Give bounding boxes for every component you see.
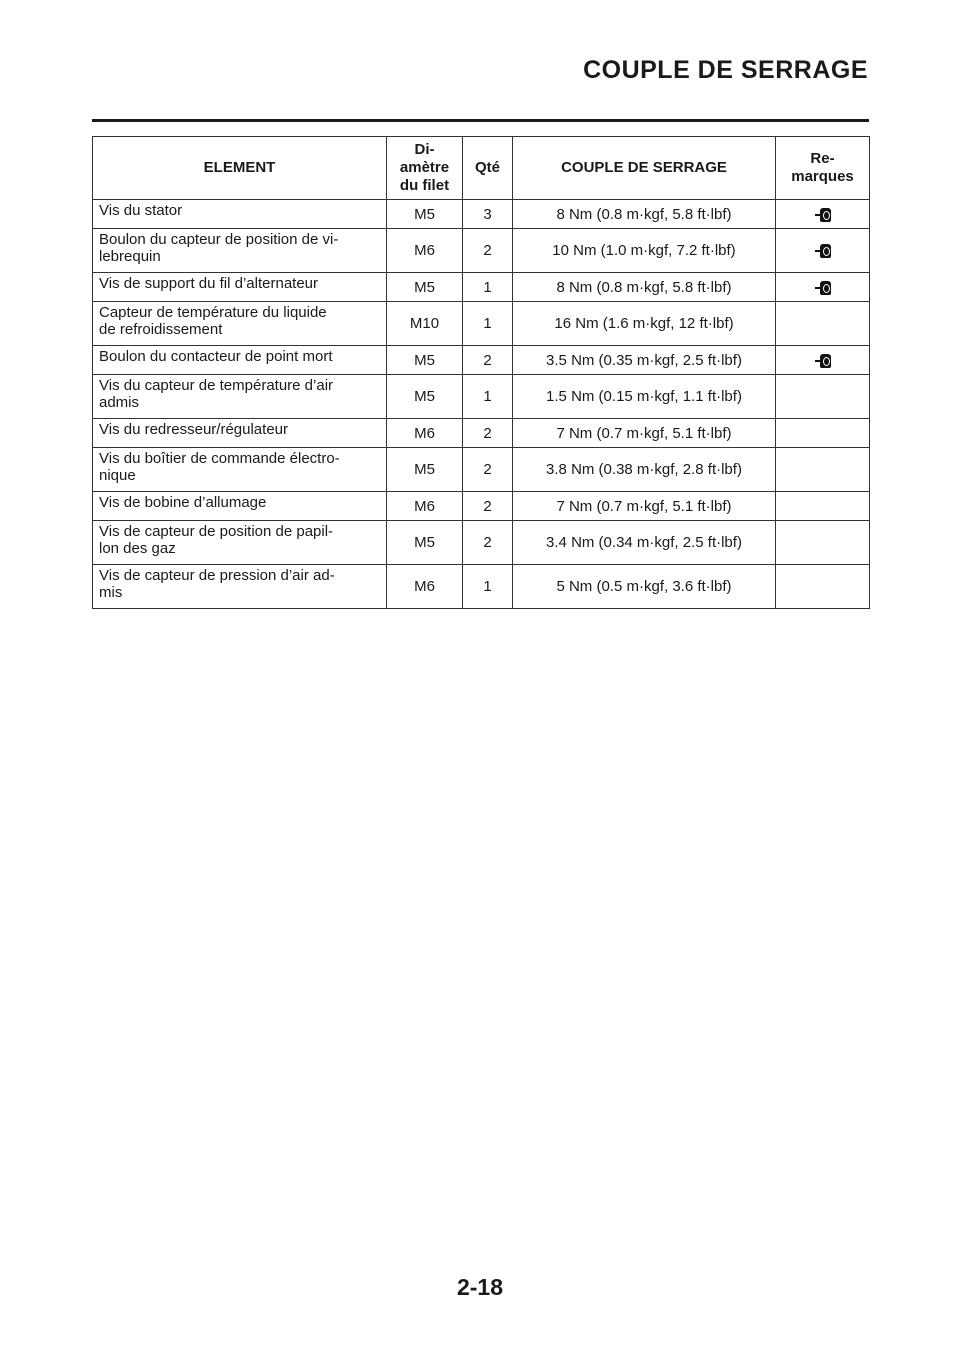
cell-element-line: lon des gaz [99,540,176,557]
table-row [93,302,870,346]
cell-element [93,565,387,609]
cell-element-line: Vis de capteur de position de papil- [99,523,334,540]
cell-torque: 8 Nm (0.8 m·kgf, 5.8 ft·lbf) [513,200,776,229]
title-rule [92,119,869,122]
cell-element-line: Vis de bobine d’allumage [99,494,267,511]
cell-qty: 2 [463,492,513,521]
cell-diameter: M10 [387,302,463,346]
cell-element-line: Boulon du contacteur de point mort [99,348,333,365]
cell-qty: 1 [463,565,513,609]
cell-diameter: M5 [387,200,463,229]
cell-torque: 3.4 Nm (0.34 m·kgf, 2.5 ft·lbf) [513,521,776,565]
cell-element-line: Boulon du capteur de position de vi- [99,231,339,248]
table-header-row [93,137,870,200]
cell-element [93,229,387,273]
cell-qty: 1 [463,302,513,346]
cell-remarks [776,302,870,346]
header-torque: COUPLE DE SERRAGE [513,137,776,200]
cell-element-line: lebrequin [99,248,161,265]
table-row [93,521,870,565]
cell-torque: 5 Nm (0.5 m·kgf, 3.6 ft·lbf) [513,565,776,609]
table-row [93,229,870,273]
cell-element-line: Vis de capteur de pression d’air ad- [99,567,335,584]
page-title: COUPLE DE SERRAGE [583,56,868,84]
cell-remarks [776,229,870,273]
locktite-icon [815,208,831,222]
cell-torque: 16 Nm (1.6 m·kgf, 12 ft·lbf) [513,302,776,346]
table-row [93,565,870,609]
cell-torque: 7 Nm (0.7 m·kgf, 5.1 ft·lbf) [513,492,776,521]
cell-remarks [776,346,870,375]
cell-remarks [776,419,870,448]
cell-torque: 8 Nm (0.8 m·kgf, 5.8 ft·lbf) [513,273,776,302]
cell-torque: 1.5 Nm (0.15 m·kgf, 1.1 ft·lbf) [513,375,776,419]
cell-remarks [776,375,870,419]
cell-element [93,273,387,302]
table-row [93,375,870,419]
header-diameter [387,137,463,200]
cell-remarks [776,492,870,521]
cell-element-line: nique [99,467,136,484]
locktite-icon [815,281,831,295]
cell-diameter: M5 [387,346,463,375]
cell-diameter: M6 [387,419,463,448]
header-remarks [776,137,870,200]
cell-torque: 3.8 Nm (0.38 m·kgf, 2.8 ft·lbf) [513,448,776,492]
cell-diameter: M6 [387,565,463,609]
cell-element [93,302,387,346]
cell-qty: 2 [463,229,513,273]
cell-element [93,346,387,375]
locktite-icon [815,354,831,368]
cell-element-line: Vis du stator [99,202,183,219]
page-number: 2-18 [456,1274,504,1300]
header-diameter-line: du filet [399,177,450,194]
cell-remarks [776,521,870,565]
cell-qty: 1 [463,375,513,419]
cell-element [93,492,387,521]
cell-remarks [776,273,870,302]
cell-remarks [776,448,870,492]
cell-element-line: mis [99,584,123,601]
cell-torque: 3.5 Nm (0.35 m·kgf, 2.5 ft·lbf) [513,346,776,375]
table-row [93,273,870,302]
cell-element [93,200,387,229]
cell-diameter: M5 [387,448,463,492]
table-body [93,200,870,609]
cell-diameter: M5 [387,375,463,419]
cell-qty: 2 [463,419,513,448]
header-qty: Qté [463,137,513,200]
cell-element-line: Vis du capteur de température d’air [99,377,334,394]
cell-qty: 3 [463,200,513,229]
cell-qty: 2 [463,448,513,492]
cell-element-line: Vis du redresseur/régulateur [99,421,288,438]
header-diameter-line: Di- [414,141,435,158]
cell-element [93,419,387,448]
cell-element-line: Vis du boîtier de commande électro- [99,450,340,467]
cell-diameter: M6 [387,492,463,521]
table-row [93,419,870,448]
cell-element [93,448,387,492]
locktite-icon [815,244,831,258]
torque-table [92,136,870,609]
cell-element [93,521,387,565]
table-row [93,492,870,521]
cell-torque: 7 Nm (0.7 m·kgf, 5.1 ft·lbf) [513,419,776,448]
cell-qty: 2 [463,346,513,375]
cell-remarks [776,565,870,609]
table-row [93,200,870,229]
cell-element [93,375,387,419]
table-row [93,346,870,375]
cell-element-line: admis [99,394,140,411]
table-row [93,448,870,492]
header-remarks-line: Re- [810,150,835,167]
cell-qty: 1 [463,273,513,302]
cell-qty: 2 [463,521,513,565]
cell-remarks [776,200,870,229]
cell-element-line: Capteur de température du liquide [99,304,327,321]
cell-element-line: Vis de support du fil d’alternateur [99,275,319,292]
cell-diameter: M5 [387,521,463,565]
cell-diameter: M5 [387,273,463,302]
cell-diameter: M6 [387,229,463,273]
header-remarks-line: marques [791,168,854,185]
cell-torque: 10 Nm (1.0 m·kgf, 7.2 ft·lbf) [513,229,776,273]
cell-element-line: de refroidissement [99,321,223,338]
header-diameter-line: amètre [399,159,450,176]
header-element: ELEMENT [93,137,387,200]
